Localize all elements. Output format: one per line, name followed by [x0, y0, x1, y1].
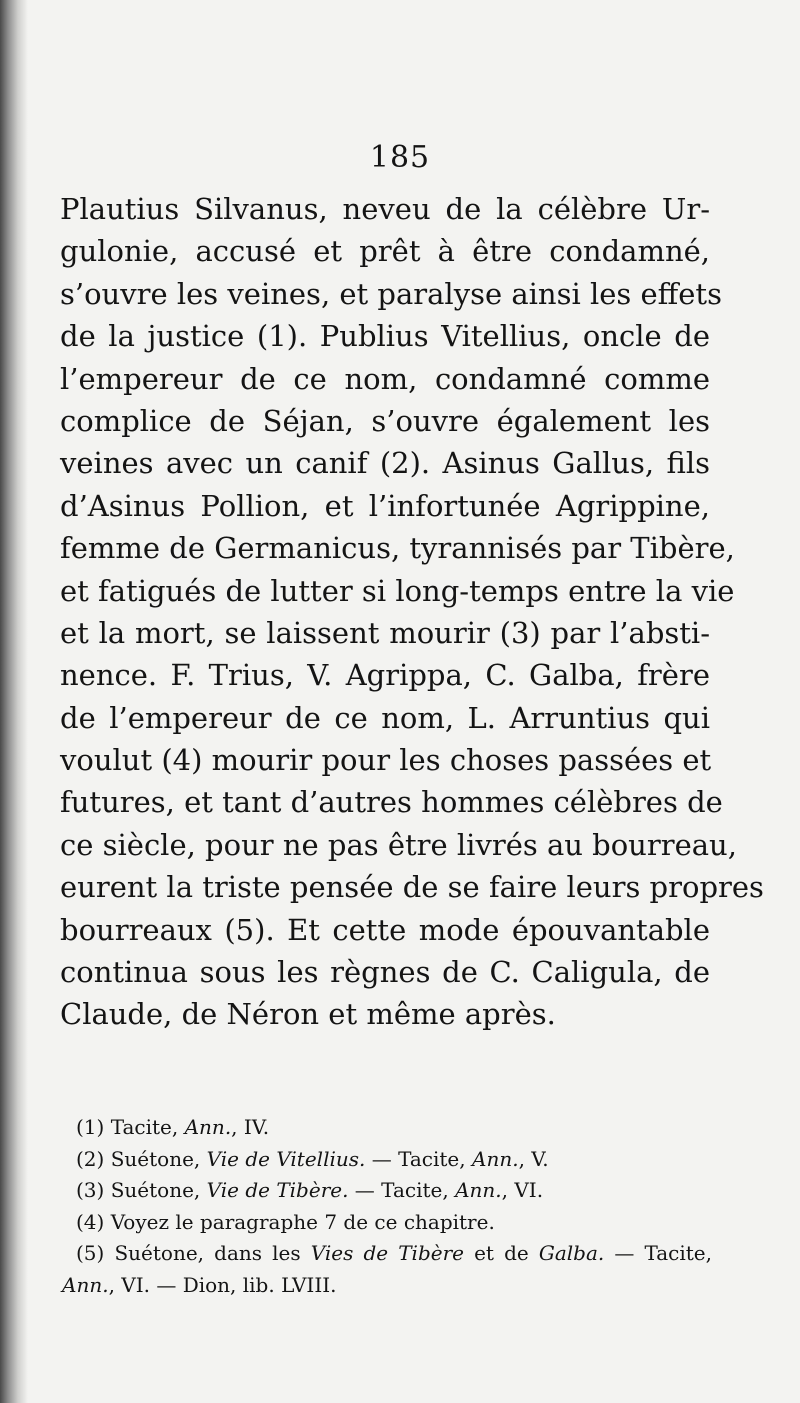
body-line: gulonie, accusé et prêt à être condamné,	[60, 234, 710, 269]
footnote-text: Voyez le paragraphe 7 de ce chapitre.	[110, 1209, 495, 1234]
body-line: continua sous les règnes de C. Caligula, de	[60, 955, 710, 990]
footnote-text: , V.	[518, 1146, 549, 1171]
body-line: d’Asinus Pollion, et l’infortunée Agrippine,	[60, 488, 710, 523]
footnote-italic: Ann.	[472, 1146, 519, 1171]
footnote-italic: Vie de Tibère.	[206, 1178, 349, 1203]
footnote-2	[62, 1144, 712, 1176]
footnote-italic: Vies de Tibère	[310, 1241, 464, 1266]
body-line: femme de Germanicus, tyrannisés par Tibère,	[60, 531, 735, 566]
footnote-text: Tacite,	[110, 1115, 185, 1139]
footnote-3	[62, 1175, 712, 1207]
body-line: et fatigués de lutter si long-temps entre la vie	[60, 573, 735, 608]
footnote-number: (5)	[76, 1241, 105, 1266]
footnote-5	[62, 1238, 712, 1270]
body-line: Claude, de Néron et même après.	[60, 997, 556, 1032]
footnote-text: Suétone, dans les	[114, 1241, 311, 1266]
body-line: et la mort, se laissent mourir (3) par l’absti-	[60, 615, 710, 650]
footnote-text: , VI. — Dion, lib. LVIII.	[108, 1272, 337, 1297]
footnote-text: — Tacite,	[604, 1241, 712, 1266]
footnote-number: (3)	[76, 1178, 105, 1203]
footnote-text: et de	[463, 1241, 539, 1266]
body-line: complice de Séjan, s’ouvre également les	[60, 403, 710, 438]
footnote-5-continued	[62, 1270, 712, 1302]
body-line: de la justice (1). Publius Vitellius, oncle de	[60, 319, 710, 354]
body-text	[60, 188, 764, 1036]
footnote-number: (1)	[76, 1115, 105, 1139]
footnote-1	[62, 1112, 712, 1144]
footnotes	[62, 1112, 712, 1302]
body-line: voulut (4) mourir pour les choses passées et	[60, 743, 712, 778]
body-line: de l’empereur de ce nom, L. Arruntius qui	[60, 700, 710, 735]
footnote-text: — Tacite,	[348, 1178, 456, 1203]
footnote-italic: Ann.	[62, 1272, 109, 1297]
body-line: futures, et tant d’autres hommes célèbres de	[60, 785, 723, 820]
footnote-text: Suétone,	[110, 1146, 207, 1171]
footnote-italic: Vie de Vitellius.	[206, 1146, 366, 1171]
page-number: 185	[369, 140, 431, 175]
footnote-italic: Ann.	[455, 1178, 502, 1203]
footnote-text: — Tacite,	[365, 1146, 472, 1171]
body-line: bourreaux (5). Et cette mode épouvantable	[60, 912, 710, 947]
footnote-italic: Ann.	[184, 1115, 232, 1139]
body-line: nence. F. Trius, V. Agrippa, C. Galba, frère	[60, 658, 710, 693]
footnote-number: (2)	[76, 1146, 105, 1171]
body-line: veines avec un canif (2). Asinus Gallus, fils	[60, 446, 710, 481]
body-line: s’ouvre les veines, et paralyse ainsi les effets	[60, 276, 722, 311]
footnote-italic: Galba.	[538, 1241, 605, 1266]
body-line: ce siècle, pour ne pas être livrés au bourreau,	[60, 827, 737, 862]
footnote-number: (4)	[76, 1209, 105, 1234]
body-line: l’empereur de ce nom, condamné comme	[60, 361, 710, 396]
body-line: eurent la triste pensée de se faire leurs propres	[60, 870, 764, 905]
footnote-text: , IV.	[231, 1115, 270, 1139]
footnote-text: Suétone,	[110, 1178, 207, 1203]
body-line: Plautius Silvanus, neveu de la célèbre Ur-	[60, 192, 710, 226]
footnote-4	[62, 1207, 712, 1239]
footnote-text: , VI.	[501, 1178, 544, 1203]
